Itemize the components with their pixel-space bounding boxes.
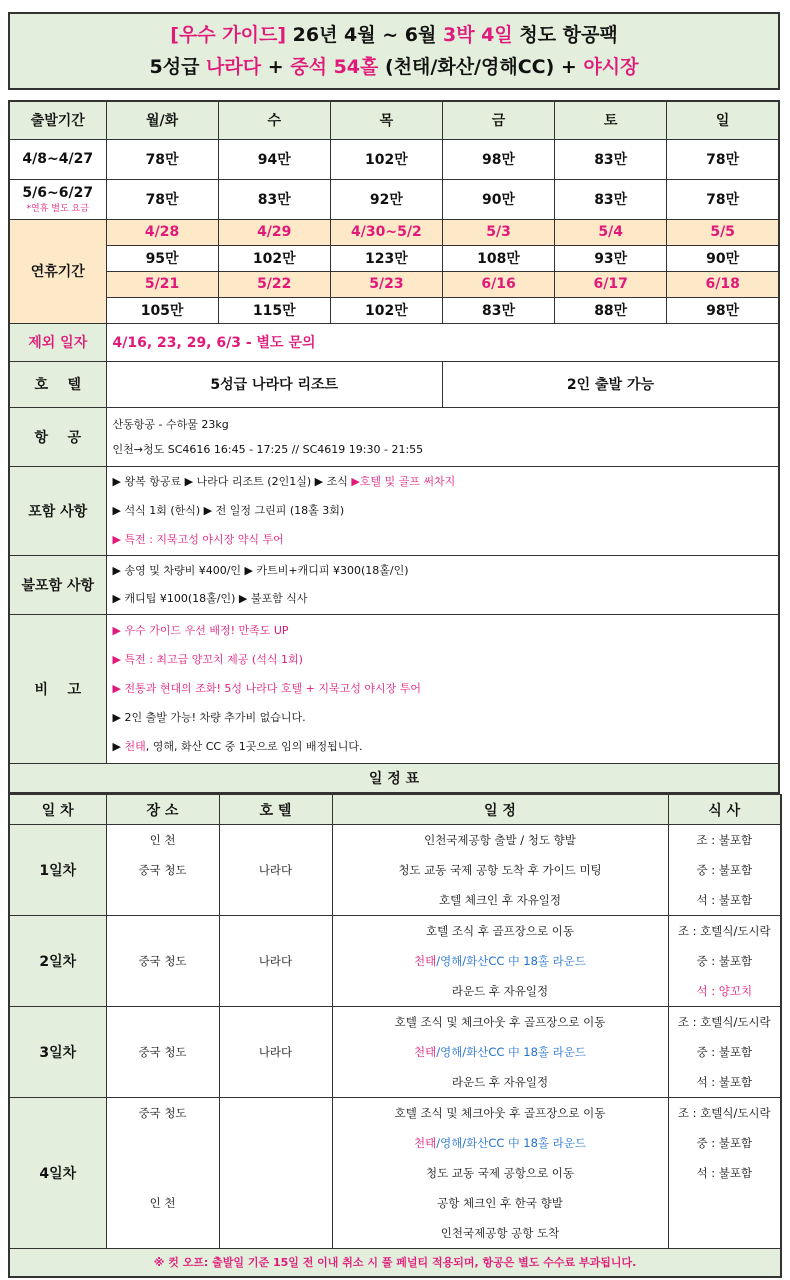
included-line: ▶ 왕복 항공료 ▶ 나라다 리조트 (2인1실) ▶ 조식 ▶호텔 및 골프 써차지 xyxy=(112,475,456,488)
holiday-date: 4/30~5/2 xyxy=(330,219,442,245)
hotel-cell xyxy=(219,1098,332,1249)
place-cell: 중국 청도 xyxy=(106,1007,219,1098)
meal-line: 석 : 불포함 xyxy=(696,893,753,907)
price-row xyxy=(9,139,779,179)
title-line-1: [우수 가이드] 26년 4월 ~ 6월 3박 4일 청도 항공팩 xyxy=(170,24,618,46)
hotel-extra: 2인 출발 가능 xyxy=(442,361,779,407)
price-cell: 123만 xyxy=(330,245,442,271)
holiday-label: 연휴기간 xyxy=(9,219,106,323)
place-cell xyxy=(106,825,219,916)
schedule-line: 공항 체크인 후 한국 향발 xyxy=(437,1196,563,1210)
itinerary-title: 일 정 표 xyxy=(9,763,779,793)
price-cell: 102만 xyxy=(330,139,442,179)
place-cell xyxy=(106,1098,219,1249)
period-header: 출발기간 xyxy=(9,101,106,139)
itinerary-title-row xyxy=(9,763,779,793)
holiday-date: 5/4 xyxy=(555,219,667,245)
hotel-cell: 나라다 xyxy=(219,916,332,1007)
schedule-line: 라운드 후 자유일정 xyxy=(451,1075,549,1089)
included-list xyxy=(106,466,779,555)
price-cell: 98만 xyxy=(442,139,554,179)
meal-cell xyxy=(668,825,781,916)
place-line: 중국 청도 xyxy=(138,1106,187,1120)
day-label: 3일차 xyxy=(9,1007,106,1098)
period-cell: 4/8~4/27 xyxy=(9,139,106,179)
holiday-date: 6/18 xyxy=(667,271,779,297)
price-cell: 90만 xyxy=(442,179,554,219)
price-cell: 98만 xyxy=(667,297,779,323)
not-included-row xyxy=(9,555,779,614)
schedule-line: 호텔 조식 및 체크아웃 후 골프장으로 이동 xyxy=(394,1015,606,1029)
meal-line: 석 : 불포함 xyxy=(696,1075,753,1089)
price-header-row xyxy=(9,101,779,139)
included-label: 포함 사항 xyxy=(9,466,106,555)
schedule-line: 호텔 체크인 후 자유일정 xyxy=(438,893,562,907)
itinerary-header-row xyxy=(9,795,781,825)
itinerary-day-row xyxy=(9,1098,781,1249)
col-header-meal: 식 사 xyxy=(668,795,781,825)
day-header: 금 xyxy=(442,101,554,139)
schedule-cell xyxy=(332,1098,668,1249)
remark-line: ▶ 천태, 영해, 화산 CC 중 1곳으로 임의 배정됩니다. xyxy=(112,740,363,753)
holiday-date: 5/22 xyxy=(218,271,330,297)
day-label: 4일차 xyxy=(9,1098,106,1249)
col-header-place: 장 소 xyxy=(106,795,219,825)
price-cell: 90만 xyxy=(667,245,779,271)
price-cell: 88만 xyxy=(555,297,667,323)
flight-label: 항 공 xyxy=(9,407,106,466)
hotel-cell: 나라다 xyxy=(219,825,332,916)
holiday-date-row xyxy=(9,219,779,245)
included-line: ▶ 석식 1회 (한식) ▶ 전 일정 그린피 (18홀 3회) xyxy=(112,504,345,517)
flight-schedule: 인천→청도 SC4616 16:45 - 17:25 // SC4619 19:30 - 21:55 xyxy=(112,442,424,456)
holiday-price-row xyxy=(9,245,779,271)
round-line: 천태/영해/화산CC 中 18홀 라운드 xyxy=(414,1136,586,1150)
not-included-label: 불포함 사항 xyxy=(9,555,106,614)
day-header: 토 xyxy=(555,101,667,139)
meal-cell xyxy=(668,1007,781,1098)
day-header: 목 xyxy=(330,101,442,139)
holiday-price-row xyxy=(9,297,779,323)
price-cell: 102만 xyxy=(218,245,330,271)
meal-cell xyxy=(668,1098,781,1249)
hotel-label: 호 텔 xyxy=(9,361,106,407)
price-cell: 95만 xyxy=(106,245,218,271)
title-line-2: 5성급 나라다 + 중석 54홀 (천태/화산/영해CC) + 야시장 xyxy=(149,56,639,78)
remark-line: ▶ 특전 : 최고급 양꼬치 제공 (석식 1회) xyxy=(112,653,303,666)
schedule-line: 호텔 조식 후 골프장으로 이동 xyxy=(426,924,574,938)
schedule-cell xyxy=(332,825,668,916)
day-header: 일 xyxy=(667,101,779,139)
place-line: 인 천 xyxy=(149,833,176,847)
price-cell: 78만 xyxy=(667,139,779,179)
remark-line: ▶ 우수 가이드 우선 배정! 만족도 UP xyxy=(112,624,289,637)
holiday-date: 4/28 xyxy=(106,219,218,245)
hotel-cell: 나라다 xyxy=(219,1007,332,1098)
holiday-date: 5/21 xyxy=(106,271,218,297)
not-included-line: ▶ 송영 및 차량비 ¥400/인 ▶ 카트비+캐디피 ¥300(18홀/인) xyxy=(112,563,409,577)
price-cell: 102만 xyxy=(330,297,442,323)
col-header-schedule: 일 정 xyxy=(332,795,668,825)
col-header-hotel: 호 텔 xyxy=(219,795,332,825)
remarks-list xyxy=(106,614,779,763)
schedule-line: 인천국제공항 공항 도착 xyxy=(440,1226,560,1240)
holiday-date-row xyxy=(9,271,779,297)
price-cell: 94만 xyxy=(218,139,330,179)
meal-line: 중 : 불포함 xyxy=(696,954,753,968)
period-cell: 5/6~6/27 *연휴 별도 요금 xyxy=(9,179,106,219)
schedule-line: 인천국제공항 출발 / 청도 향발 xyxy=(424,833,576,847)
day-header: 수 xyxy=(218,101,330,139)
price-cell: 83만 xyxy=(218,179,330,219)
price-cell: 105만 xyxy=(106,297,218,323)
included-row xyxy=(9,466,779,555)
price-cell: 92만 xyxy=(330,179,442,219)
round-line: 천태/영해/화산CC 中 18홀 라운드 xyxy=(414,1045,586,1059)
place-line: 중국 청도 xyxy=(138,863,187,877)
price-cell: 115만 xyxy=(218,297,330,323)
included-line: ▶ 특전 : 지묵고성 야시장 약식 투어 xyxy=(112,533,284,546)
remarks-label: 비 고 xyxy=(9,614,106,763)
holiday-note: *연휴 별도 요금 xyxy=(26,203,89,214)
remark-line: ▶ 2인 출발 가능! 차량 추가비 없습니다. xyxy=(112,711,306,724)
schedule-cell xyxy=(332,916,668,1007)
flight-row xyxy=(9,407,779,466)
cutoff-notice: ※ 컷 오프: 출발일 기준 15일 전 이내 취소 시 풀 페널티 적용되며, 항공은 별도 수수료 부과됩니다. xyxy=(9,1249,781,1277)
meal-line: 석 : 불포함 xyxy=(696,1166,753,1180)
remark-line: ▶ 전통과 현대의 조화! 5성 나라다 호텔 + 지묵고성 야시장 투어 xyxy=(112,682,421,695)
place-cell: 중국 청도 xyxy=(106,916,219,1007)
remarks-row xyxy=(9,614,779,763)
excluded-value: 4/16, 23, 29, 6/3 - 별도 문의 xyxy=(106,323,779,361)
day-header: 월/화 xyxy=(106,101,218,139)
place-line: 인 천 xyxy=(149,1196,176,1210)
price-cell: 83만 xyxy=(555,179,667,219)
not-included-list xyxy=(106,555,779,614)
price-cell: 83만 xyxy=(555,139,667,179)
hotel-row xyxy=(9,361,779,407)
day-label: 2일차 xyxy=(9,916,106,1007)
page-title xyxy=(8,12,780,90)
itinerary-day-row xyxy=(9,916,781,1007)
holiday-date: 5/3 xyxy=(442,219,554,245)
meal-line: 조 : 호텔식/도시락 xyxy=(677,1106,771,1120)
meal-line: 중 : 불포함 xyxy=(696,1045,753,1059)
holiday-date: 6/17 xyxy=(555,271,667,297)
meal-line: 석 : 양꼬치 xyxy=(696,984,753,998)
footer-row xyxy=(9,1249,781,1277)
holiday-date: 5/23 xyxy=(330,271,442,297)
price-cell: 78만 xyxy=(106,139,218,179)
hotel-name: 5성급 나라다 리조트 xyxy=(106,361,442,407)
meal-line: 조 : 불포함 xyxy=(696,833,753,847)
price-cell: 108만 xyxy=(442,245,554,271)
flight-airline: 산동항공 - 수하물 23kg xyxy=(112,417,229,431)
schedule-line: 호텔 조식 및 체크아웃 후 골프장으로 이동 xyxy=(394,1106,606,1120)
col-header-day: 일 차 xyxy=(9,795,106,825)
meal-cell xyxy=(668,916,781,1007)
schedule-line: 청도 교동 국제 공항 도착 후 가이드 미팅 xyxy=(398,863,602,877)
meal-line: 중 : 불포함 xyxy=(696,863,753,877)
not-included-line: ▶ 캐디팁 ¥100(18홀/인) ▶ 불포함 식사 xyxy=(112,591,308,605)
price-cell: 78만 xyxy=(106,179,218,219)
meal-line: 중 : 불포함 xyxy=(696,1136,753,1150)
holiday-date: 4/29 xyxy=(218,219,330,245)
itinerary-day-row xyxy=(9,825,781,916)
holiday-date: 5/5 xyxy=(667,219,779,245)
flight-info xyxy=(106,407,779,466)
price-row xyxy=(9,179,779,219)
schedule-cell xyxy=(332,1007,668,1098)
schedule-line: 라운드 후 자유일정 xyxy=(451,984,549,998)
excluded-label: 제외 일자 xyxy=(9,323,106,361)
itinerary-day-row xyxy=(9,1007,781,1098)
day-label: 1일차 xyxy=(9,825,106,916)
schedule-line: 청도 교동 국제 공항으로 이동 xyxy=(426,1166,574,1180)
round-line: 천태/영해/화산CC 中 18홀 라운드 xyxy=(414,954,586,968)
excluded-dates-row xyxy=(9,323,779,361)
price-table xyxy=(8,100,780,794)
meal-line: 조 : 호텔식/도시락 xyxy=(677,1015,771,1029)
price-cell: 93만 xyxy=(555,245,667,271)
price-cell: 83만 xyxy=(442,297,554,323)
price-cell: 78만 xyxy=(667,179,779,219)
holiday-date: 6/16 xyxy=(442,271,554,297)
meal-line: 조 : 호텔식/도시락 xyxy=(677,924,771,938)
itinerary-table xyxy=(8,794,782,1278)
